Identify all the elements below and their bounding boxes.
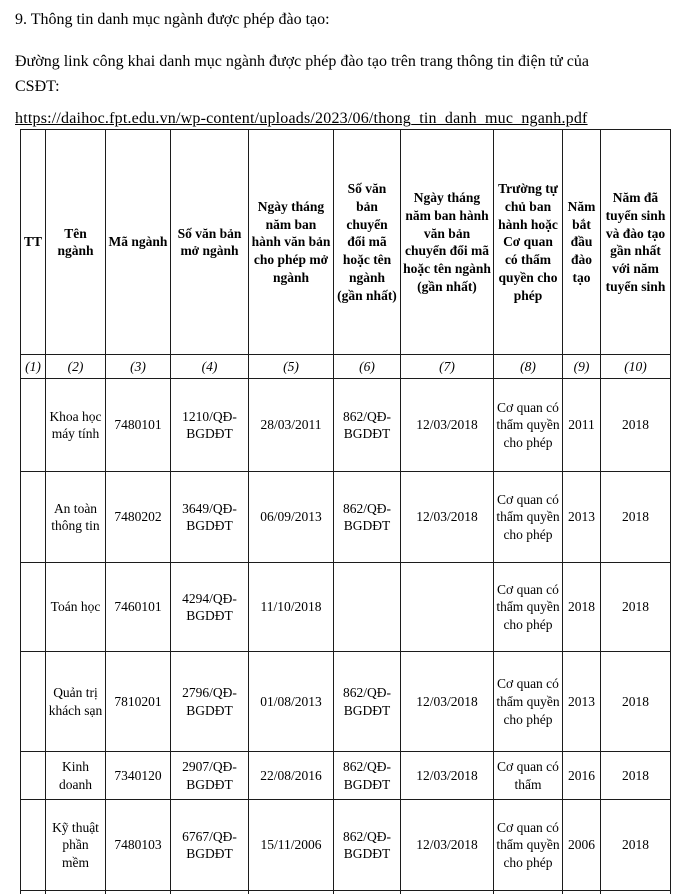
cell-tt	[21, 563, 46, 652]
cell-ten-nganh: Khoa học máy tính	[46, 379, 106, 472]
cell-ngay-chuyen-doi: 12/03/2018	[401, 800, 494, 891]
cell-nam-bat-dau: 2018	[563, 563, 601, 652]
column-number: (2)	[46, 355, 106, 379]
cell-tt	[21, 800, 46, 891]
cell-ngay-ban-hanh: 11/10/2018	[249, 563, 334, 652]
column-header-so-van-ban-chuyen-doi: Số văn bản chuyển đổi mã hoặc tên ngành (gần nhất)	[334, 130, 401, 355]
cell-so-van-ban: 4294/QĐ-BGDĐT	[171, 563, 249, 652]
column-numbering-row	[21, 355, 671, 379]
column-header-co-quan: Trường tự chủ ban hành hoặc Cơ quan có thẩm quyền cho phép	[494, 130, 563, 355]
column-header-nam-tuyen-sinh: Năm đã tuyển sinh và đào tạo gần nhất với năm tuyển sinh	[601, 130, 671, 355]
cell-tt	[21, 472, 46, 563]
cell-ngay-chuyen-doi: 12/03/2018	[401, 472, 494, 563]
column-number: (3)	[106, 355, 171, 379]
cell-tt	[21, 752, 46, 800]
document-link[interactable]: https://daihoc.fpt.edu.vn/wp-content/uploads/2023/06/thong_tin_danh_muc_nganh.pdf	[15, 110, 588, 128]
cell-co-quan: Cơ quan có thẩm quyền cho phép	[494, 800, 563, 891]
cell-so-van-ban: 2907/QĐ-BGDĐT	[171, 752, 249, 800]
cell-so-van-ban-chuyen-doi	[334, 563, 401, 652]
table-row	[21, 379, 671, 472]
cell-co-quan: Cơ quan có thẩm quyền cho phép	[494, 652, 563, 752]
table-row	[21, 563, 671, 652]
cell-ten-nganh: Kỹ thuật phần mềm	[46, 800, 106, 891]
cell-so-van-ban-chuyen-doi: 862/QĐ-BGDĐT	[334, 472, 401, 563]
cell-ngay-ban-hanh: 28/03/2011	[249, 379, 334, 472]
cell-so-van-ban-chuyen-doi: 862/QĐ-BGDĐT	[334, 379, 401, 472]
cell-ma-nganh: 7460101	[106, 563, 171, 652]
cell-so-van-ban: 1210/QĐ-BGDĐT	[171, 379, 249, 472]
cell-ngay-chuyen-doi: 12/03/2018	[401, 379, 494, 472]
cell-ngay-chuyen-doi	[401, 563, 494, 652]
cell-nam-tuyen-sinh: 2018	[601, 379, 671, 472]
cell-so-van-ban: 2796/QĐ-BGDĐT	[171, 652, 249, 752]
cell-ma-nganh: 7480101	[106, 379, 171, 472]
cell-ngay-ban-hanh: 01/08/2013	[249, 652, 334, 752]
cell-nam-tuyen-sinh: 2018	[601, 752, 671, 800]
cell-ngay-chuyen-doi: 12/03/2018	[401, 752, 494, 800]
column-number: (7)	[401, 355, 494, 379]
column-number: (1)	[21, 355, 46, 379]
cell-ma-nganh: 7340120	[106, 752, 171, 800]
cell-nam-bat-dau: 2011	[563, 379, 601, 472]
cell-nam-tuyen-sinh: 2018	[601, 472, 671, 563]
cell-tt	[21, 379, 46, 472]
cell-nam-bat-dau: 2013	[563, 652, 601, 752]
cell-co-quan: Cơ quan có thẩm	[494, 752, 563, 800]
column-header-nam-bat-dau: Năm bắt đầu đào tạo	[563, 130, 601, 355]
column-number: (9)	[563, 355, 601, 379]
cell-ngay-ban-hanh: 06/09/2013	[249, 472, 334, 563]
cell-nam-bat-dau: 2016	[563, 752, 601, 800]
cell-so-van-ban-chuyen-doi: 862/QĐ-BGDĐT	[334, 800, 401, 891]
column-header-ngay-ban-hanh: Ngày tháng năm ban hành văn bản cho phép mở ngành	[249, 130, 334, 355]
cell-ma-nganh: 7480103	[106, 800, 171, 891]
cell-nam-tuyen-sinh: 2018	[601, 800, 671, 891]
cell-ten-nganh: An toàn thông tin	[46, 472, 106, 563]
column-header-tt: TT	[21, 130, 46, 355]
programs-table	[20, 129, 671, 894]
cell-ma-nganh: 7810201	[106, 652, 171, 752]
column-header-ten-nganh: Tên ngành	[46, 130, 106, 355]
intro-paragraph: Đường link công khai danh mục ngành được phép đào tạo trên trang thông tin điện tử của CSĐT:	[15, 52, 589, 95]
cell-nam-bat-dau: 2006	[563, 800, 601, 891]
column-header-so-van-ban: Số văn bản mở ngành	[171, 130, 249, 355]
table-header-row	[21, 130, 671, 355]
cell-ten-nganh: Quản trị khách sạn	[46, 652, 106, 752]
cell-co-quan: Cơ quan có thẩm quyền cho phép	[494, 379, 563, 472]
cell-so-van-ban-chuyen-doi: 862/QĐ-BGDĐT	[334, 752, 401, 800]
cell-ten-nganh: Toán học	[46, 563, 106, 652]
cell-ngay-ban-hanh: 22/08/2016	[249, 752, 334, 800]
cell-nam-tuyen-sinh: 2018	[601, 563, 671, 652]
column-number: (8)	[494, 355, 563, 379]
column-header-ma-nganh: Mã ngành	[106, 130, 171, 355]
table-row	[21, 752, 671, 800]
column-header-ngay-chuyen-doi: Ngày tháng năm ban hành văn bản chuyển đổi mã hoặc tên ngành (gần nhất)	[401, 130, 494, 355]
table-row	[21, 652, 671, 752]
cell-so-van-ban-chuyen-doi: 862/QĐ-BGDĐT	[334, 652, 401, 752]
column-number: (4)	[171, 355, 249, 379]
table-row	[21, 472, 671, 563]
column-number: (10)	[601, 355, 671, 379]
table-row	[21, 800, 671, 891]
cell-ten-nganh: Kinh doanh	[46, 752, 106, 800]
column-number: (6)	[334, 355, 401, 379]
cell-so-van-ban: 6767/QĐ-BGDĐT	[171, 800, 249, 891]
cell-nam-bat-dau: 2013	[563, 472, 601, 563]
cell-ngay-chuyen-doi: 12/03/2018	[401, 652, 494, 752]
section-heading: 9. Thông tin danh mục ngành được phép đào tạo:	[15, 11, 330, 28]
cell-ma-nganh: 7480202	[106, 472, 171, 563]
cell-ngay-ban-hanh: 15/11/2006	[249, 800, 334, 891]
column-number: (5)	[249, 355, 334, 379]
cell-co-quan: Cơ quan có thẩm quyền cho phép	[494, 563, 563, 652]
cell-nam-tuyen-sinh: 2018	[601, 652, 671, 752]
cell-so-van-ban: 3649/QĐ-BGDĐT	[171, 472, 249, 563]
cell-tt	[21, 652, 46, 752]
cell-co-quan: Cơ quan có thẩm quyền cho phép	[494, 472, 563, 563]
